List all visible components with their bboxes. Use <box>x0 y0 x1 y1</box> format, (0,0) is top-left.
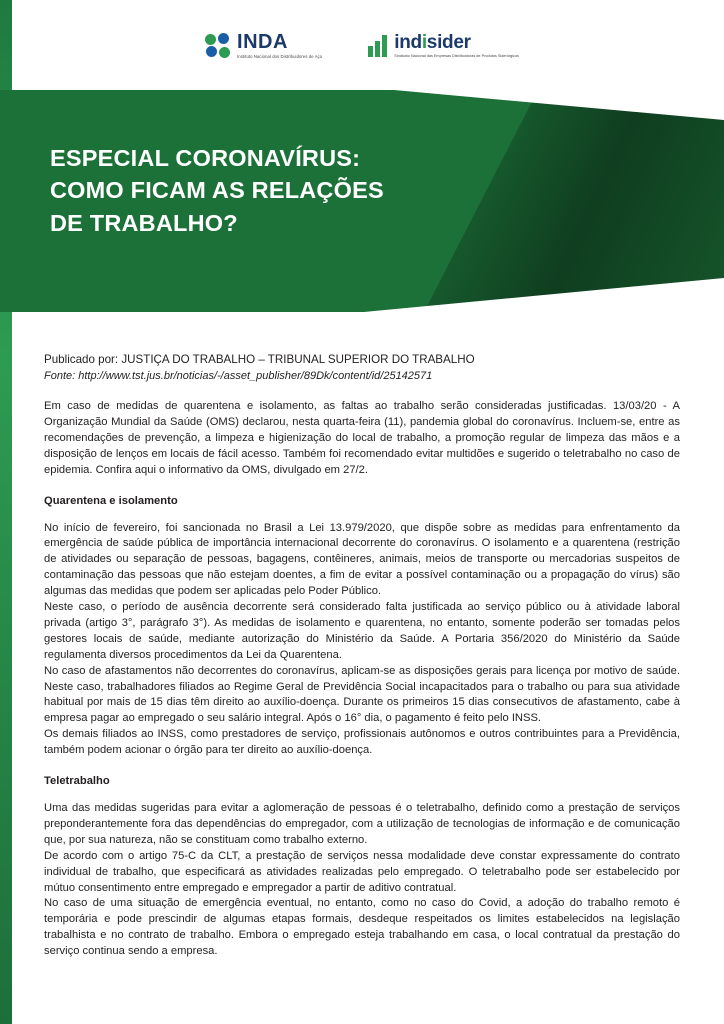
source-url: Fonte: http://www.tst.jus.br/noticias/-/asset_publisher/89Dk/content/id/25142571 <box>44 370 433 383</box>
intro-paragraph: Em caso de medidas de quarentena e isolamento, as faltas ao trabalho serão consideradas justificadas. 13/03/20 - A Organização Mundial da Saúde (OMS) declarou, nesta quarta-feira (11), pandemia global do coronavírus. Incluem-se, entre as recomendações de prevenção, a limpeza e higienização do local de trabalho, a promoção regular de limpeza das mãos e a disposição de lenços em locais de fácil acesso. Também foi recomendado evitar multidões e sugerido o teletrabalho no caso de epidemia. Confira aqui o informativo da OMS, divulgado em 27/2. <box>44 400 680 476</box>
hero-title-line-2: COMO FICAM AS RELAÇÕES <box>50 177 384 204</box>
indisider-logo-subtitle: Sindicato Nacional das Empresas Distribuidoras de Produtos Siderúrgicos <box>394 53 519 58</box>
hero-title-line-1: ESPECIAL CORONAVÍRUS: <box>50 145 361 171</box>
hero-title-line-3: DE TRABALHO? <box>50 209 238 236</box>
paragraph: Os demais filiados ao INSS, como prestadores de serviço, profissionais autônomos e outros contribuintes para a Previdência, também podem acionar o órgão para ter direito ao auxílio-doença. <box>44 728 680 757</box>
published-by: Publicado por: JUSTIÇA DO TRABALHO – TRIBUNAL SUPERIOR DO TRABALHO <box>44 353 475 366</box>
indisider-logo-title: indisider <box>394 31 471 53</box>
inda-logo-subtitle: Instituto Nacional dos Distribuidores de Aço <box>237 54 323 60</box>
article-body <box>44 352 680 960</box>
inda-logo-title: INDA <box>237 31 288 54</box>
indisider-logo-icon <box>368 35 388 57</box>
section-heading-teletrabalho: Teletrabalho <box>44 775 110 788</box>
paragraph: No caso de uma situação de emergência eventual, no entanto, como no caso do Covid, a adoção do trabalho remoto é temporária e pode prescindir de algumas etapas formais, desdeque respeitados os limites estabelecidos na legislação trabalhista e no contrato de trabalho. Embora o empregado esteja trabalhando em casa, o local contratual da prestação do serviço continua sendo a empresa. <box>44 897 680 958</box>
hero-banner <box>0 90 724 312</box>
paragraph: De acordo com o artigo 75-C da CLT, a prestação de serviços nessa modalidade deve constar expressamente do contrato individual de trabalho, que especificará as atividades realizadas pelo empregado. O teletrabalho pode ser estabelecido por mútuo consentimento entre empregado e empregador a partir de aditivo contratual. <box>44 849 680 894</box>
page-title <box>50 142 520 239</box>
inda-logo-icon <box>205 33 231 59</box>
logo-indisider <box>368 33 519 60</box>
paragraph: Uma das medidas sugeridas para evitar a aglomeração de pessoas é o teletrabalho, definido como a prestação de serviços preponderantemente fora das dependências do empregador, com a utilização de tecnologias de informação e de comunicação que, por sua natureza, não se constituam como trabalho externo. <box>44 802 680 846</box>
paragraph: No caso de afastamentos não decorrentes do coronavírus, aplicam-se as disposições gerais para licença por motivo de saúde. Neste caso, trabalhadores filiados ao Regime Geral de Previdência Social incapacitados para o trabalho ou para sua atividade habitual por mais de 15 dias têm direito ao auxílio-doença. Durante os primeiros 15 dias consecutivos de afastamento, cabe à empresa pagar ao empregado o seu salário integral. Após o 16° dia, o pagamento é feito pelo INSS. <box>44 664 680 725</box>
paragraph: Neste caso, o período de ausência decorrente será considerado falta justificada ao serviço público ou à atividade laboral privada (artigo 3°, parágrafo 3°). As medidas de isolamento e quarentena, no entanto, somente poderão ser tomadas pelos gestores locais de saúde, mediante autorização do Ministério da Saúde. A Portaria 356/2020 do Ministério da Saúde regulamenta diversos procedimentos da Lei da Quarentena. <box>44 601 680 661</box>
paragraph: No início de fevereiro, foi sancionada no Brasil a Lei 13.979/2020, que dispõe sobre as medidas para enfrentamento da emergência de saúde pública de importância internacional decorrente do coronavírus. O isolamento e a quarentena (restrição de atividades ou separação de pessoas, bagagens, contêineres, animais, meios de transporte ou mercadorias suspeitos de contaminação das pessoas que não estejam doentes, a fim de evitar a possível contaminação ou a propagação do vírus) são algumas das medidas que podem ser aplicadas pelo Poder Público. <box>44 521 680 598</box>
logo-strip <box>0 22 724 70</box>
logo-inda <box>205 32 322 60</box>
section-heading-quarentena: Quarentena e isolamento <box>44 494 178 507</box>
